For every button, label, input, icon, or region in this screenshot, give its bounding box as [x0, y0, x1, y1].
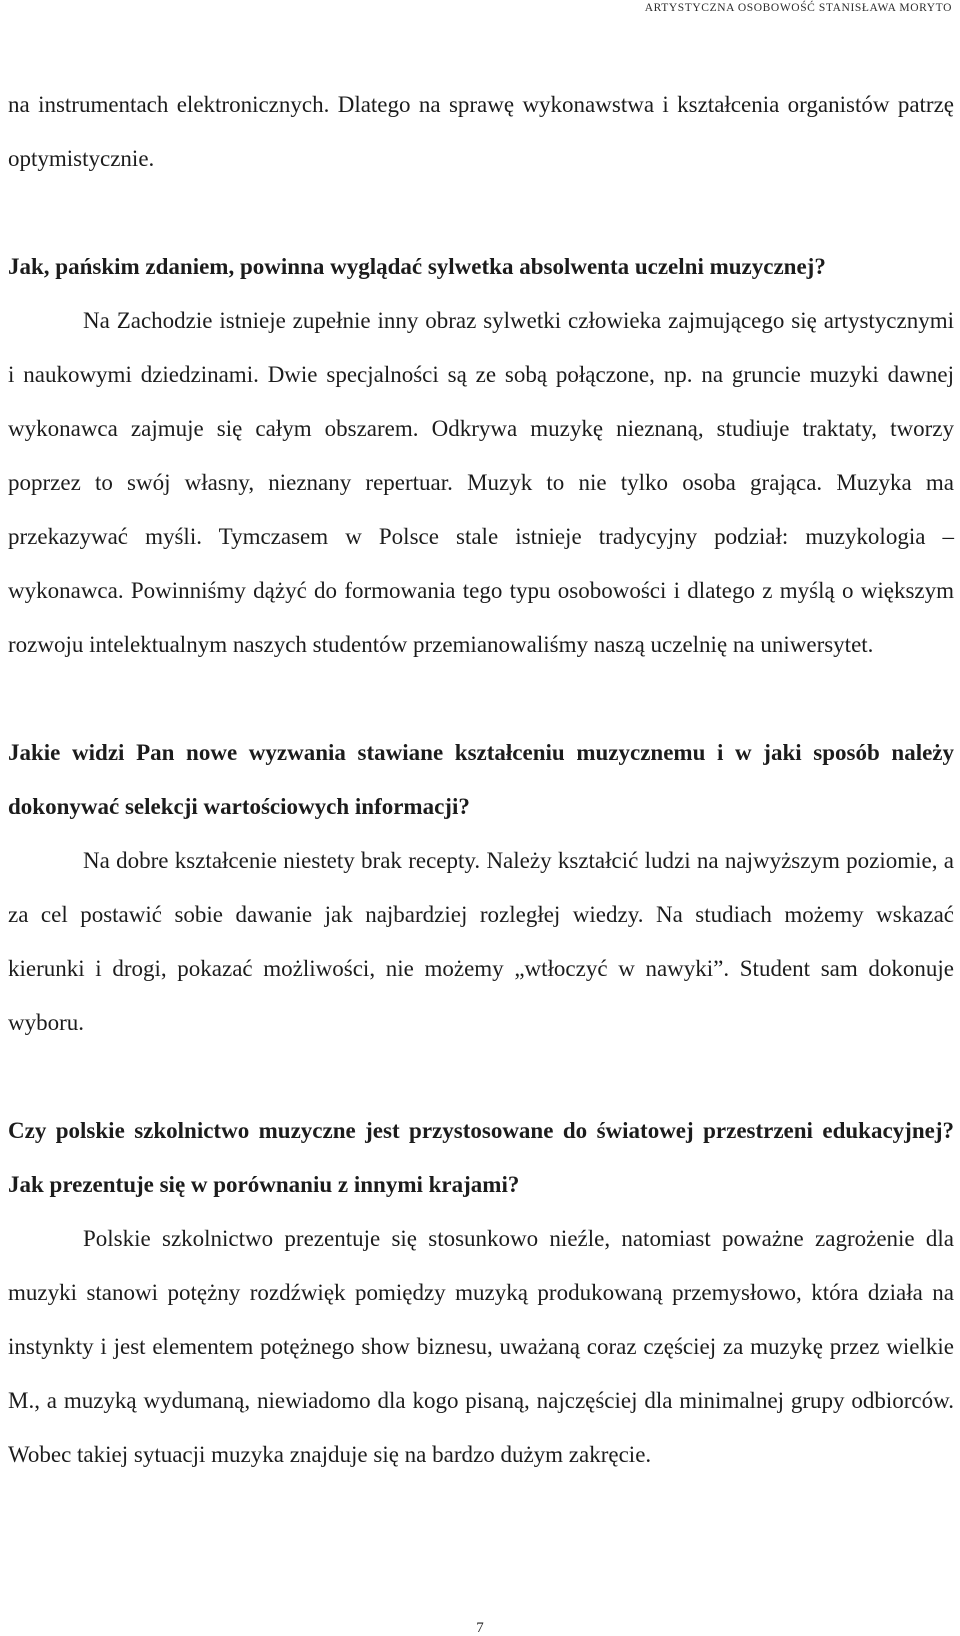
question-1: Jak, pańskim zdaniem, powinna wyglądać sylwetka absolwenta uczelni muzycznej?: [8, 254, 826, 279]
answer-2: Na dobre kształcenie niestety brak recepty. Należy kształcić ludzi na najwyższym poziomie, a za cel postawić sobie dawanie jak najbardziej rozległej wiedzy. Na studiach możemy wskazać kierunki i drogi, pokazać możliwości, nie możemy „wtłoczyć w nawyki”. Student sam dokonuje wyboru.: [8, 848, 954, 1035]
answer-3: Polskie szkolnictwo prezentuje się stosunkowo nieźle, natomiast poważne zagrożenie dla muzyki stanowi potężny rozdźwięk pomiędzy muzyką produkowaną przemysłowo, która działa na instynkty i jest elementem potężnego show biznesu, uważaną coraz częściej za muzykę przez wielkie M., a muzyką wydumaną, niewiadomo dla kogo pisaną, najczęściej dla minimalnej grupy odbiorców. Wobec takiej sytuacji muzyka znajduje się na bardzo dużym zakręcie.: [8, 1226, 954, 1467]
question-3: Czy polskie szkolnictwo muzyczne jest przystosowane do światowej przestrzeni edukacyjnej? Jak prezentuje się w porównaniu z innymi krajami?: [8, 1118, 954, 1197]
intro-paragraph: na instrumentach elektronicznych. Dlatego na sprawę wykonawstwa i kształcenia organistów patrzę optymistycznie.: [8, 92, 954, 171]
question-2: Jakie widzi Pan nowe wyzwania stawiane kształceniu muzycznemu i w jaki sposób należy dokonywać selekcji wartościowych informacji?: [8, 740, 954, 819]
document-body: [8, 78, 954, 1482]
answer-1: Na Zachodzie istnieje zupełnie inny obraz sylwetki człowieka zajmującego się artystycznymi i naukowymi dziedzinami. Dwie specjalności są ze sobą połączone, np. na gruncie muzyki dawnej wykonawca zajmuje się całym obszarem. Odkrywa muzykę nieznaną, studiuje traktaty, tworzy poprzez to swój własny, nieznany repertuar. Muzyk to nie tylko osoba grająca. Muzyka ma przekazywać myśli. Tymczasem w Polsce stale istnieje tradycyjny podział: muzykologia – wykonawca. Powinniśmy dążyć do formowania tego typu osobowości i dlatego z myślą o większym rozwoju intelektualnym naszych studentów przemianowaliśmy naszą uczelnię na uniwersytet.: [8, 308, 954, 657]
page-number: 7: [476, 1620, 484, 1636]
running-header: ARTYSTYCZNA OSOBOWOŚĆ STANISŁAWA MORYTO: [644, 2, 952, 14]
